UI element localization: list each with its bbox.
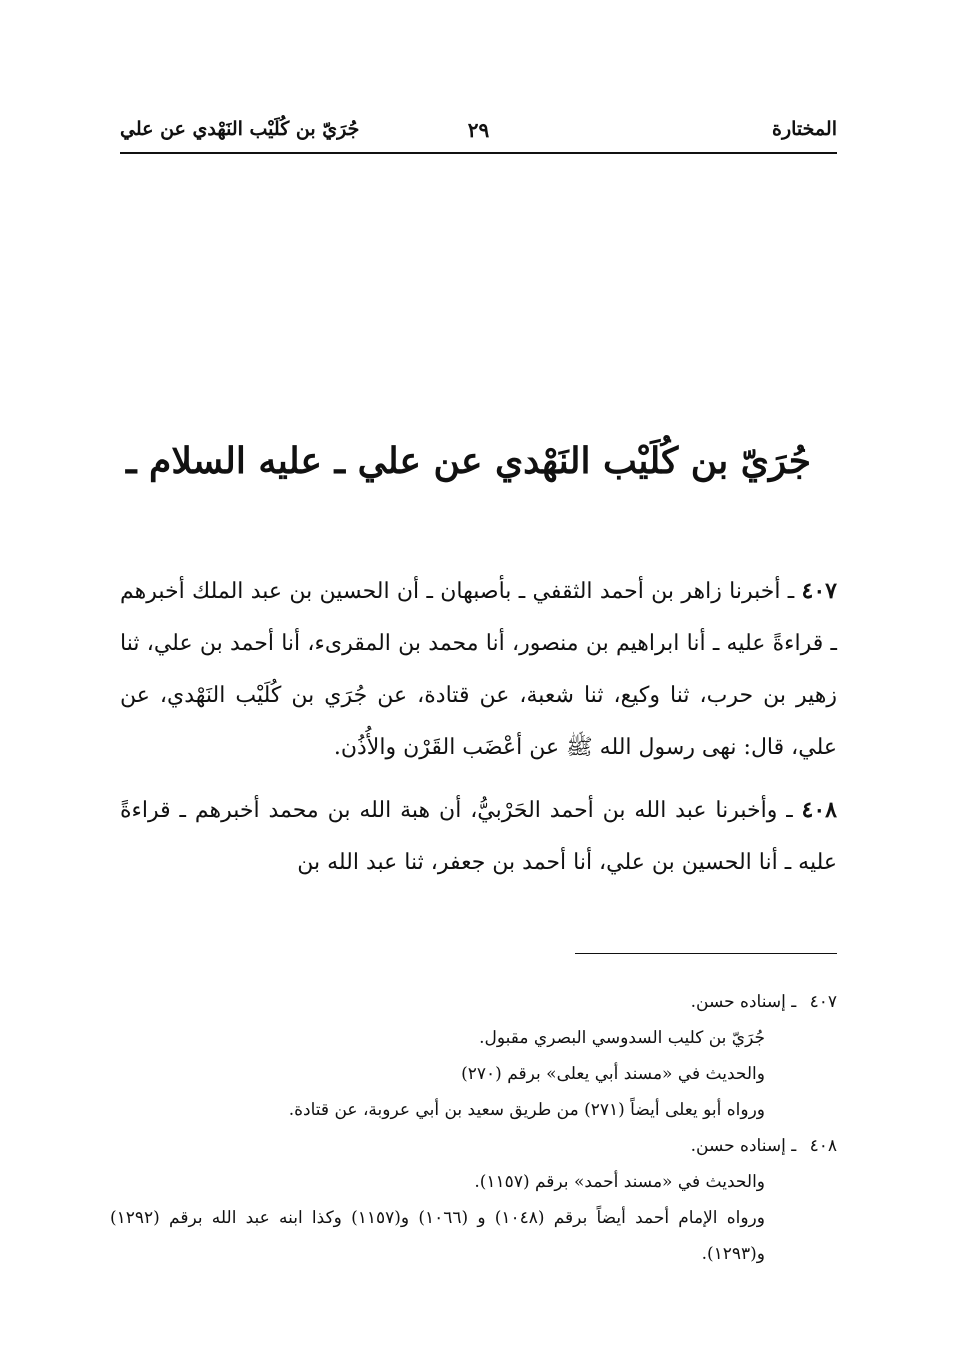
hadith-text: ـ أخبرنا زاهر بن أحمد الثقفي ـ بأصبهان ـ أن الحسين بن عبد الملك أخبرهم ـ قراءةً عليه ـ أنا ابراهيم بن منصور، أنا محمد بن المقرىء، أنا أحمد بن علي، ثنا زهير بن حرب، ثنا وكيع، ثنا شعبة، عن قتادة، عن جُرَي بن كُلَيْب النَهْدي، عن علي، قال: نهى رسول الله ﷺ عن أعْضَب القَرْن والأُذُن.	[120, 579, 837, 760]
hadith-paragraph	[120, 784, 837, 889]
footnote-number: ٤٠٨	[809, 1136, 837, 1156]
book-title: المختارة	[772, 118, 837, 140]
footnotes	[110, 984, 837, 1272]
hadith-text: ـ وأخبرنا عبد الله بن أحمد الحَرْبيُّ، أن هبة الله بن محمد أخبرهم ـ قراءةً عليه ـ أنا الحسين بن علي، أنا أحمد بن جعفر، ثنا عبد الله بن	[120, 798, 837, 875]
footnote	[110, 1128, 837, 1272]
chapter-running-title: جُرَيّ بن كُلَيْب النَهْدي عن علي	[120, 118, 360, 140]
footnote-line: والحديث في «مسند أحمد» برقم (١١٥٧).	[474, 1172, 765, 1192]
footnote-line: ورواه أبو يعلى أيضاً (٢٧١) من طريق سعيد بن أبي عروبة، عن قتادة.	[288, 1100, 765, 1120]
main-text	[120, 565, 837, 889]
footnote-separator	[575, 953, 837, 954]
footnote	[110, 984, 837, 1128]
footnote-number: ٤٠٧	[809, 992, 837, 1012]
footnote-first-line	[110, 1128, 837, 1164]
chapter-title: جُرَيّ بن كُلَيْب النَهْدي عن علي ـ عليه السلام ـ	[125, 440, 812, 482]
footnote-first-line	[110, 984, 837, 1020]
hadith-number: ٤٠٨	[801, 797, 837, 823]
footnote-text: ـ إسناده حسن.	[690, 992, 802, 1012]
hadith-paragraph	[120, 565, 837, 774]
footnote-line: ورواه الإمام أحمد أيضاً برقم (١٠٤٨) و (١٠٦٦) و(١١٥٧) وكذا ابنه عبد الله برقم (١٢٩٢) و(١٢٩٣).	[110, 1208, 765, 1264]
footnote-line: والحديث في «مسند أبي يعلى» برقم (٢٧٠)	[461, 1064, 765, 1084]
running-header	[120, 112, 837, 154]
footnote-line: جُرَيّ بن كليب السدوسي البصري مقبول.	[479, 1028, 765, 1048]
hadith-number: ٤٠٧	[801, 578, 837, 604]
footnote-text: ـ إسناده حسن.	[690, 1136, 802, 1156]
page-number: ٢٩	[467, 118, 490, 142]
